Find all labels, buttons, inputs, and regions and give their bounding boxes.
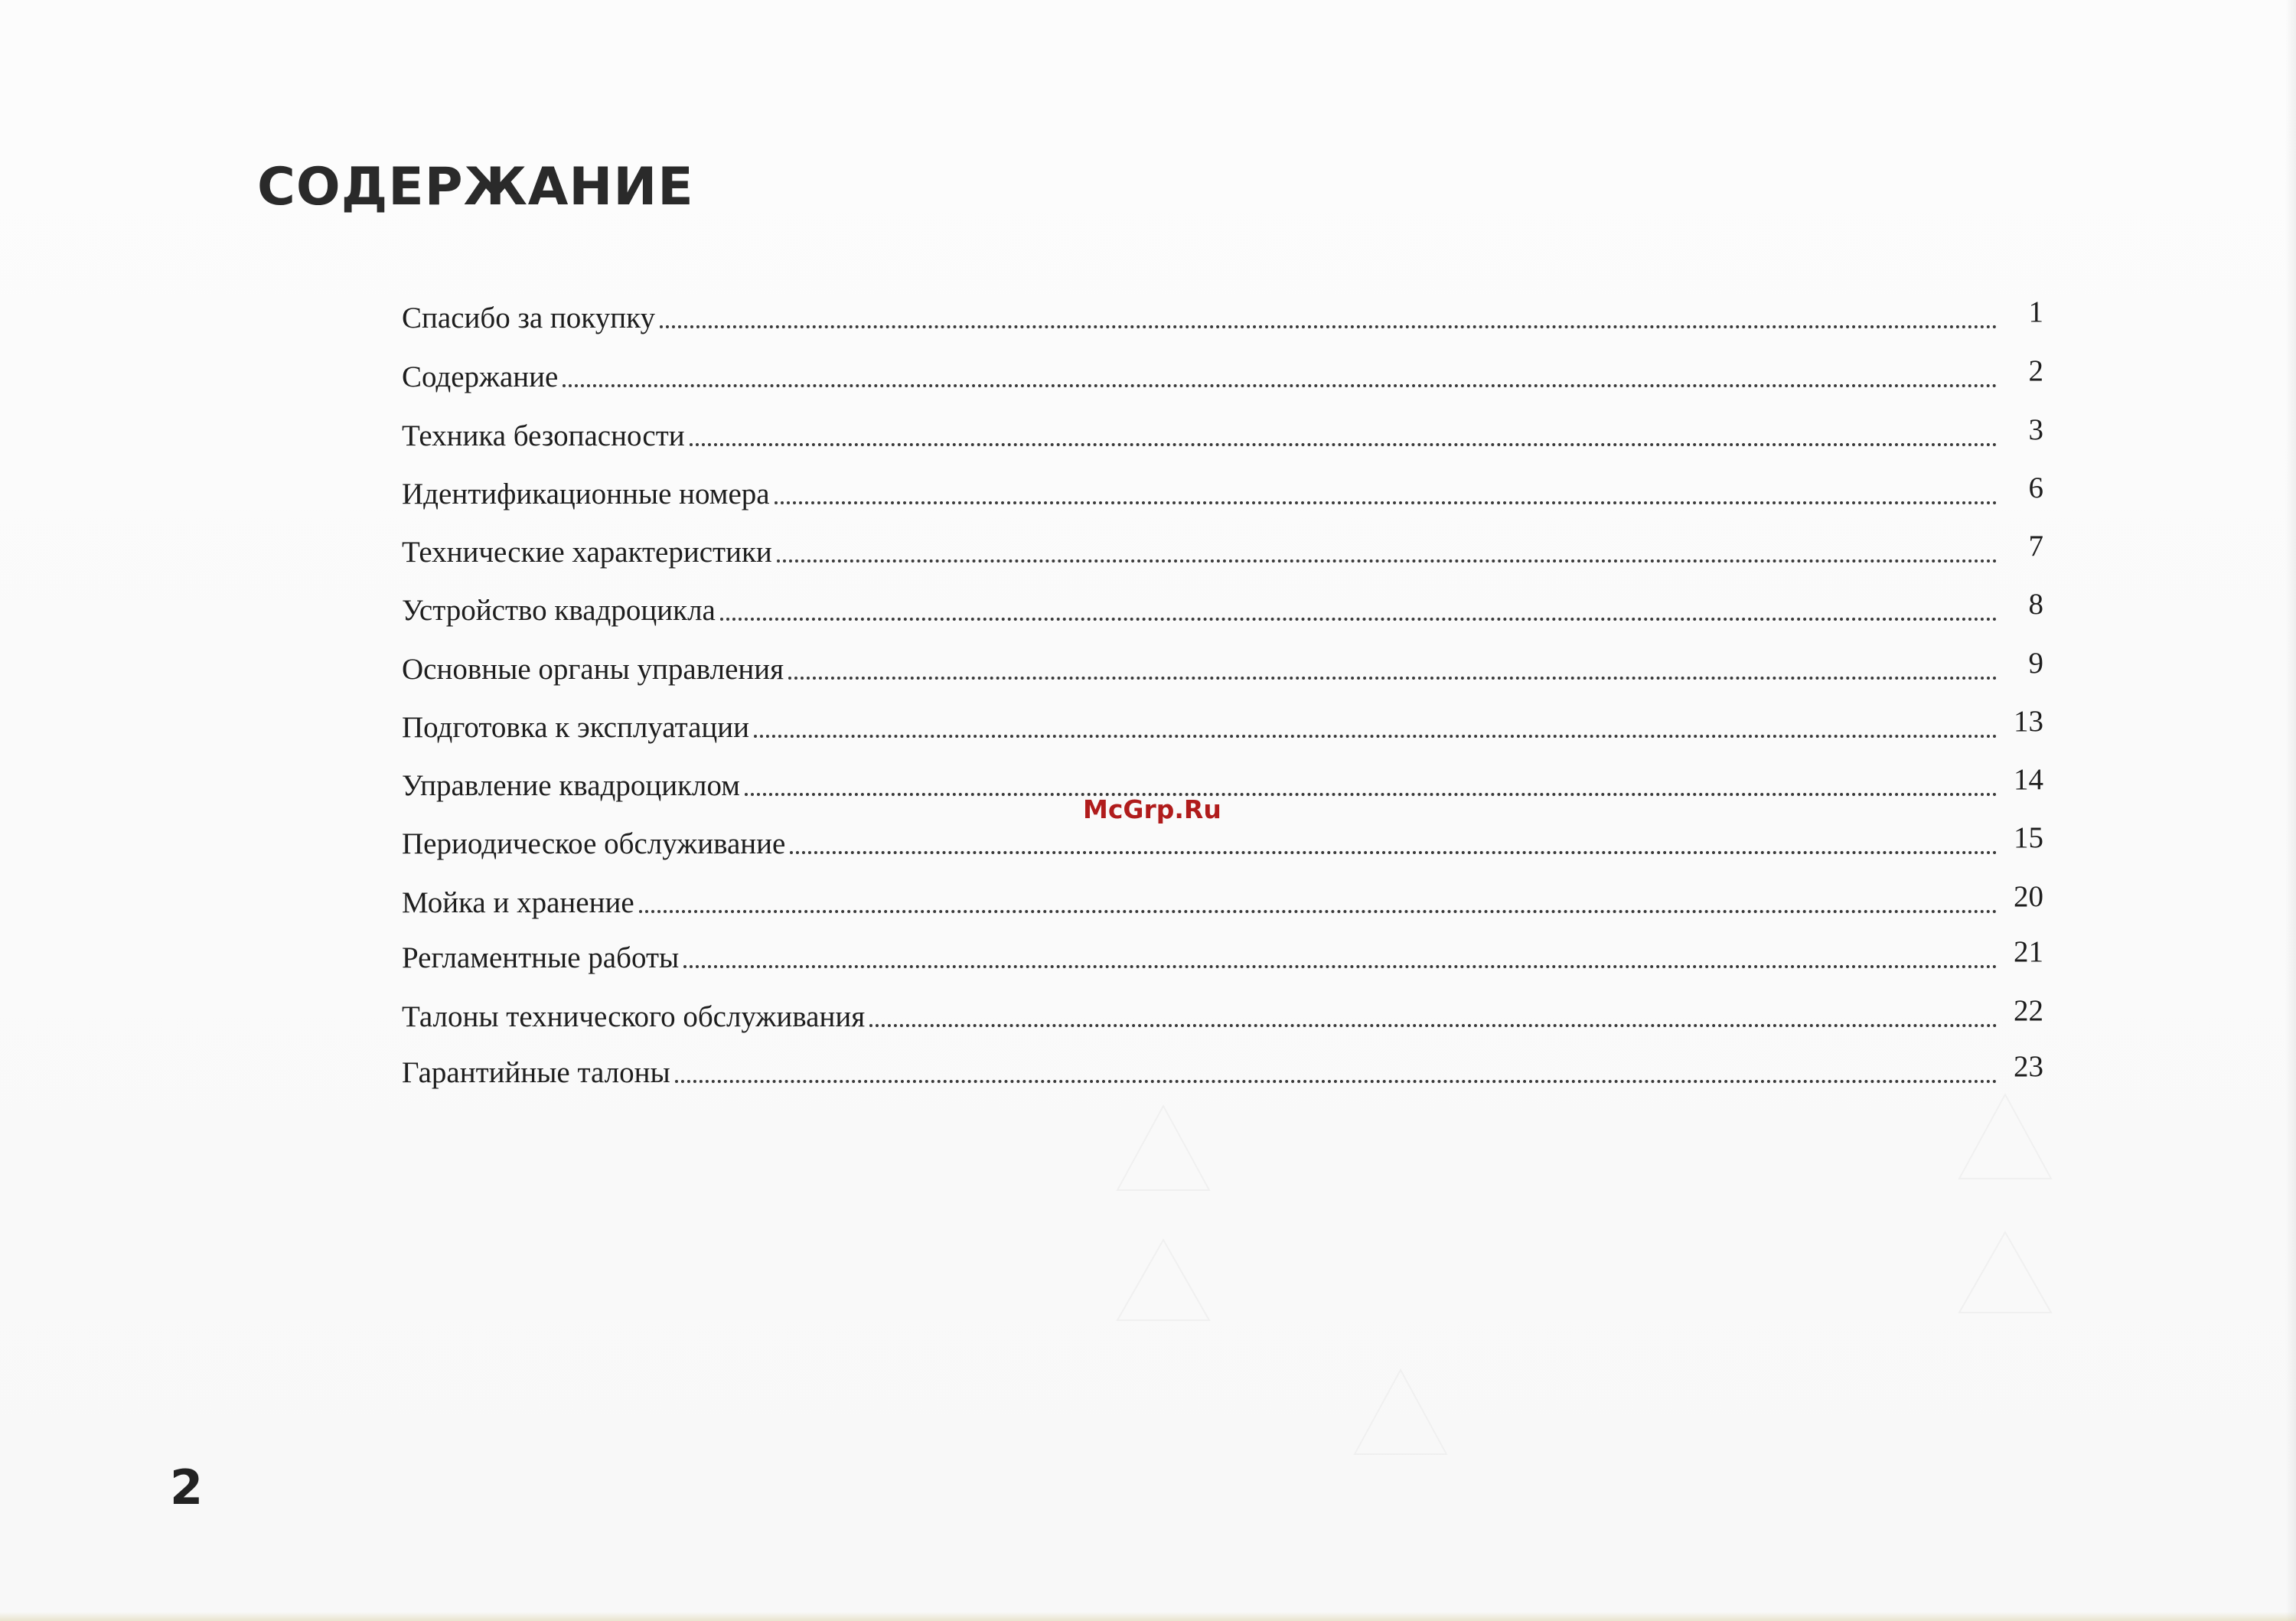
toc-entry[interactable]: [402, 986, 2043, 1032]
toc-dot-leader: [788, 677, 1998, 680]
toc-entry-title: Спасибо за покупку: [402, 302, 655, 334]
toc-entry-page: 15: [2014, 821, 2043, 854]
toc-dot-leader: [720, 618, 1998, 621]
toc-entry-page: 6: [2028, 471, 2043, 504]
toc-dot-leader: [775, 501, 1998, 504]
toc-entry-page: 1: [2028, 295, 2043, 328]
toc-dot-leader: [690, 443, 1998, 446]
toc-entry[interactable]: [402, 872, 2043, 918]
toc-dot-leader: [869, 1024, 1998, 1027]
toc-entry[interactable]: [402, 696, 2043, 742]
toc-dot-leader: [683, 965, 1998, 968]
toc-entry-page: 20: [2014, 880, 2043, 913]
toc-dot-leader: [777, 559, 1998, 563]
toc-dot-leader: [563, 384, 1998, 387]
toc-entry-title: Гарантийные талоны: [402, 1056, 670, 1089]
toc-entry-title: Регламентные работы: [402, 941, 680, 974]
toc-dot-leader: [745, 793, 1998, 796]
toc-entry-page: 21: [2014, 935, 2043, 968]
toc-entry-page: 13: [2014, 705, 2043, 738]
toc-entry-title: Техника безопасности: [402, 419, 685, 452]
watermark-text: McGrp.Ru: [1083, 794, 1221, 824]
toc-entry[interactable]: [402, 1042, 2043, 1088]
toc-entry-page: 23: [2014, 1050, 2043, 1083]
toc-entry-page: 3: [2028, 413, 2043, 446]
toc-entry[interactable]: [402, 755, 2043, 801]
toc-entry-title: Устройство квадроцикла: [402, 594, 716, 627]
toc-entry[interactable]: [402, 638, 2043, 684]
toc-entry[interactable]: [402, 287, 2043, 333]
toc-entry-title: Содержание: [402, 360, 559, 393]
toc-entry-page: 8: [2028, 588, 2043, 621]
toc-entry-page: 22: [2014, 994, 2043, 1027]
toc-dot-leader: [754, 735, 1998, 738]
toc-entry-title: Основные органы управления: [402, 653, 784, 686]
toc-entry[interactable]: [402, 927, 2043, 973]
page-number: 2: [170, 1460, 204, 1515]
toc-entry-page: 2: [2028, 354, 2043, 387]
page-title: СОДЕРЖАНИЕ: [257, 157, 694, 217]
toc-entry-title: Талоны технического обслуживания: [402, 1000, 866, 1033]
toc-dot-leader: [660, 325, 1998, 328]
toc-entry-title: Управление квадроциклом: [402, 769, 740, 802]
toc-entry[interactable]: [402, 813, 2043, 859]
toc-entry-page: 14: [2014, 763, 2043, 796]
toc-dot-leader: [790, 851, 1998, 854]
toc-entry-title: Мойка и хранение: [402, 886, 634, 919]
toc-entry-page: 7: [2028, 530, 2043, 563]
toc-entry-title: Технические характеристики: [402, 536, 772, 569]
toc-entry-page: 9: [2028, 647, 2043, 680]
page-bottom-edge: [0, 1612, 2296, 1621]
toc-entry[interactable]: [402, 346, 2043, 392]
page-edge-shadow: [2285, 0, 2296, 1621]
toc-entry-title: Подготовка к эксплуатации: [402, 711, 750, 744]
toc-entry[interactable]: [402, 521, 2043, 567]
toc-entry[interactable]: [402, 463, 2043, 509]
toc-dot-leader: [675, 1080, 1998, 1083]
toc-entry-title: Идентификационные номера: [402, 478, 770, 510]
toc-dot-leader: [639, 910, 1998, 913]
toc-entry[interactable]: [402, 405, 2043, 451]
toc-entry[interactable]: [402, 579, 2043, 625]
toc-entry-title: Периодическое обслуживание: [402, 827, 786, 860]
